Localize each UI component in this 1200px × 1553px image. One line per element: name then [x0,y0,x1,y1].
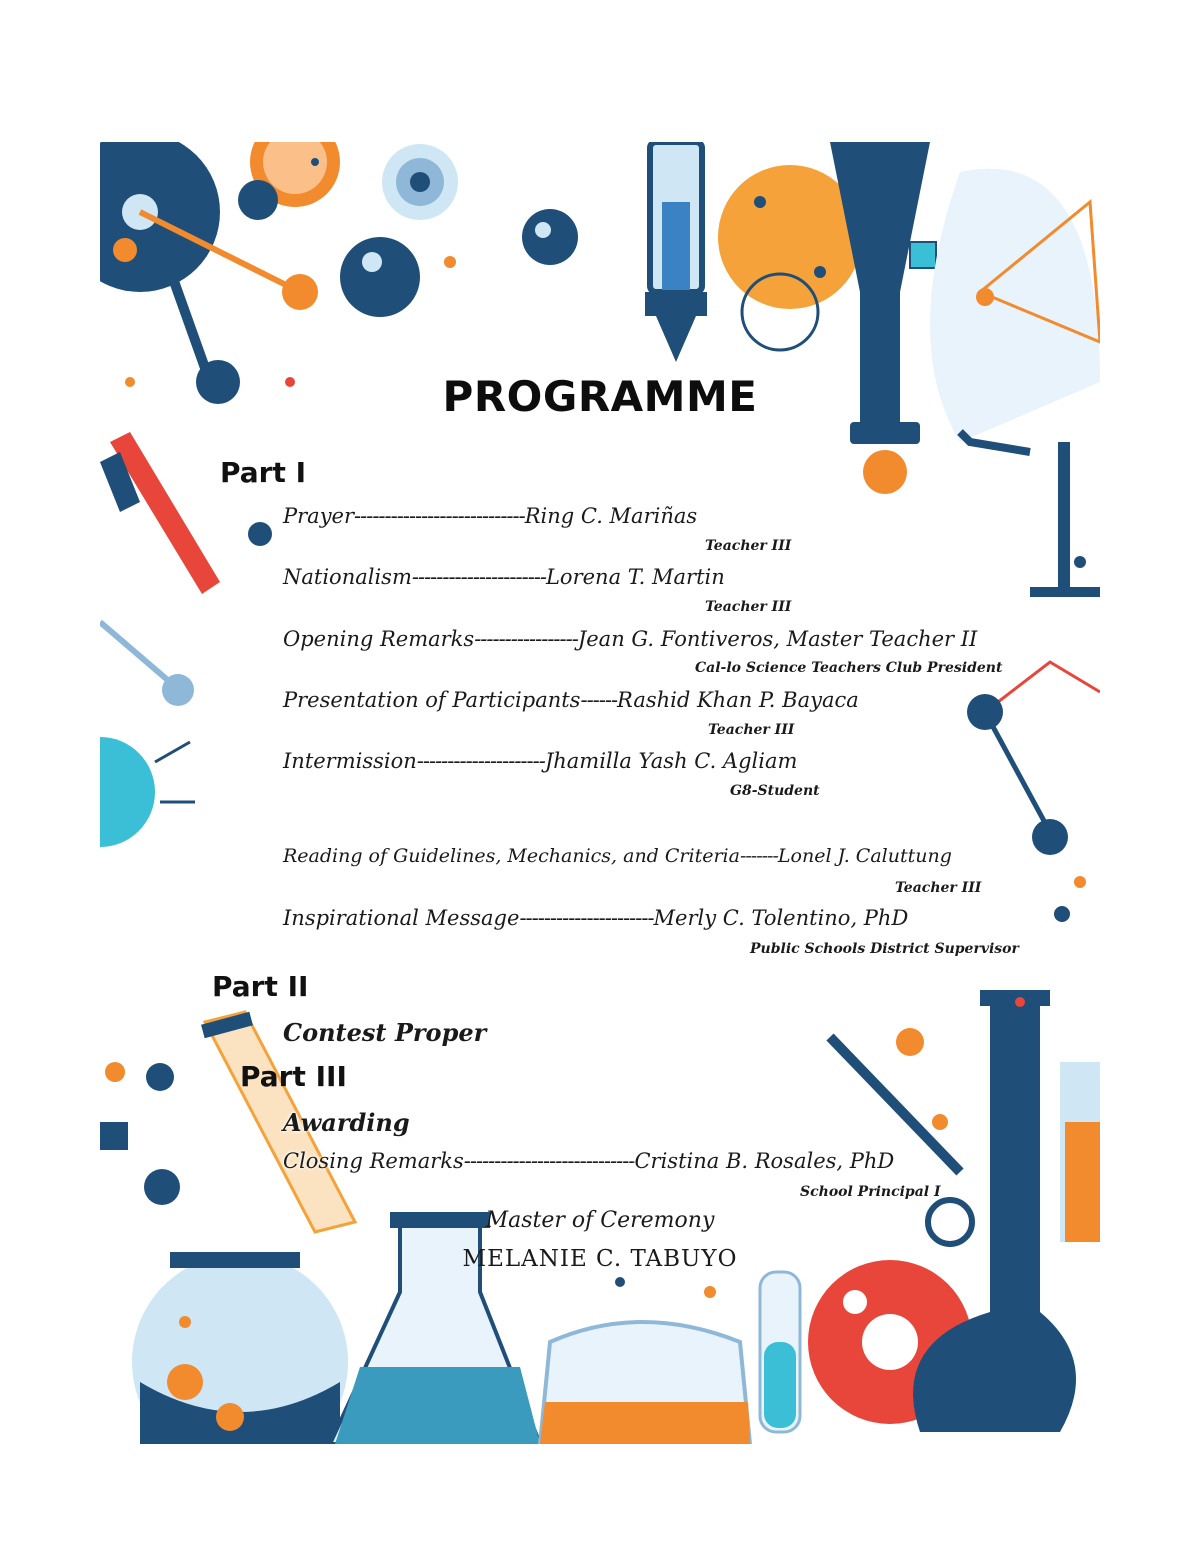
person-name: Merly C. Tolentino, PhD [653,906,909,930]
person-role: Public Schools District Supervisor [750,941,1019,957]
programme-item [283,906,908,930]
person-role: Cal-lo Science Teachers Club President [695,660,1003,676]
activity-name: Nationalism [283,565,412,589]
person-name: Lonel J. Caluttung [777,845,952,867]
emcee-label: Master of Ceremony [485,1208,715,1233]
person-name: Cristina B. Rosales, PhD [634,1149,895,1173]
person-name: Rashid Khan P. Bayaca [617,688,859,712]
programme-item [283,1149,894,1173]
person-role: Teacher III [705,538,792,554]
person-role: G8-Student [730,783,820,799]
person-name: Jhamilla Yash C. Agliam [544,749,798,773]
dash-leader: ------ [580,688,618,712]
programme-page [100,142,1100,1444]
dash-leader: ------- [739,845,778,867]
activity-name: Reading of Guidelines, Mechanics, and Criteria [283,845,740,867]
programme-item [283,845,952,867]
dash-leader: ---------------------- [411,565,546,589]
contest-proper: Contest Proper [283,1018,487,1047]
dash-leader: ----------------- [474,627,578,651]
activity-name: Prayer [283,504,355,528]
activity-name: Presentation of Participants [283,688,581,712]
person-name: Ring C. Mariñas [524,504,698,528]
part-two-heading: Part II [212,970,309,1003]
awarding: Awarding [283,1108,410,1137]
dash-leader: ---------------------------- [354,504,525,528]
part-three-heading: Part III [240,1060,347,1093]
person-role: Teacher III [705,599,792,615]
dash-leader: ---------------------- [519,906,654,930]
page-title: PROGRAMME [442,372,758,421]
programme-item [283,504,697,528]
activity-name: Inspirational Message [283,906,520,930]
activity-name: Opening Remarks [283,627,475,651]
dash-leader: --------------------- [416,749,545,773]
programme-item [283,627,977,651]
programme-content [100,142,1100,1444]
programme-item [283,688,859,712]
part-one-heading: Part I [220,456,307,489]
person-name: Jean G. Fontiveros, Master Teacher II [577,627,978,651]
person-name: Lorena T. Martin [545,565,725,589]
programme-item [283,565,725,589]
programme-item [283,749,797,773]
person-role: Teacher III [708,722,795,738]
activity-name: Intermission [283,749,417,773]
dash-leader: ---------------------------- [463,1149,635,1173]
person-role: Teacher III [895,880,982,896]
activity-name: Closing Remarks [283,1149,464,1173]
emcee-name: MELANIE C. TABUYO [462,1246,738,1272]
person-role: School Principal I [800,1184,941,1200]
